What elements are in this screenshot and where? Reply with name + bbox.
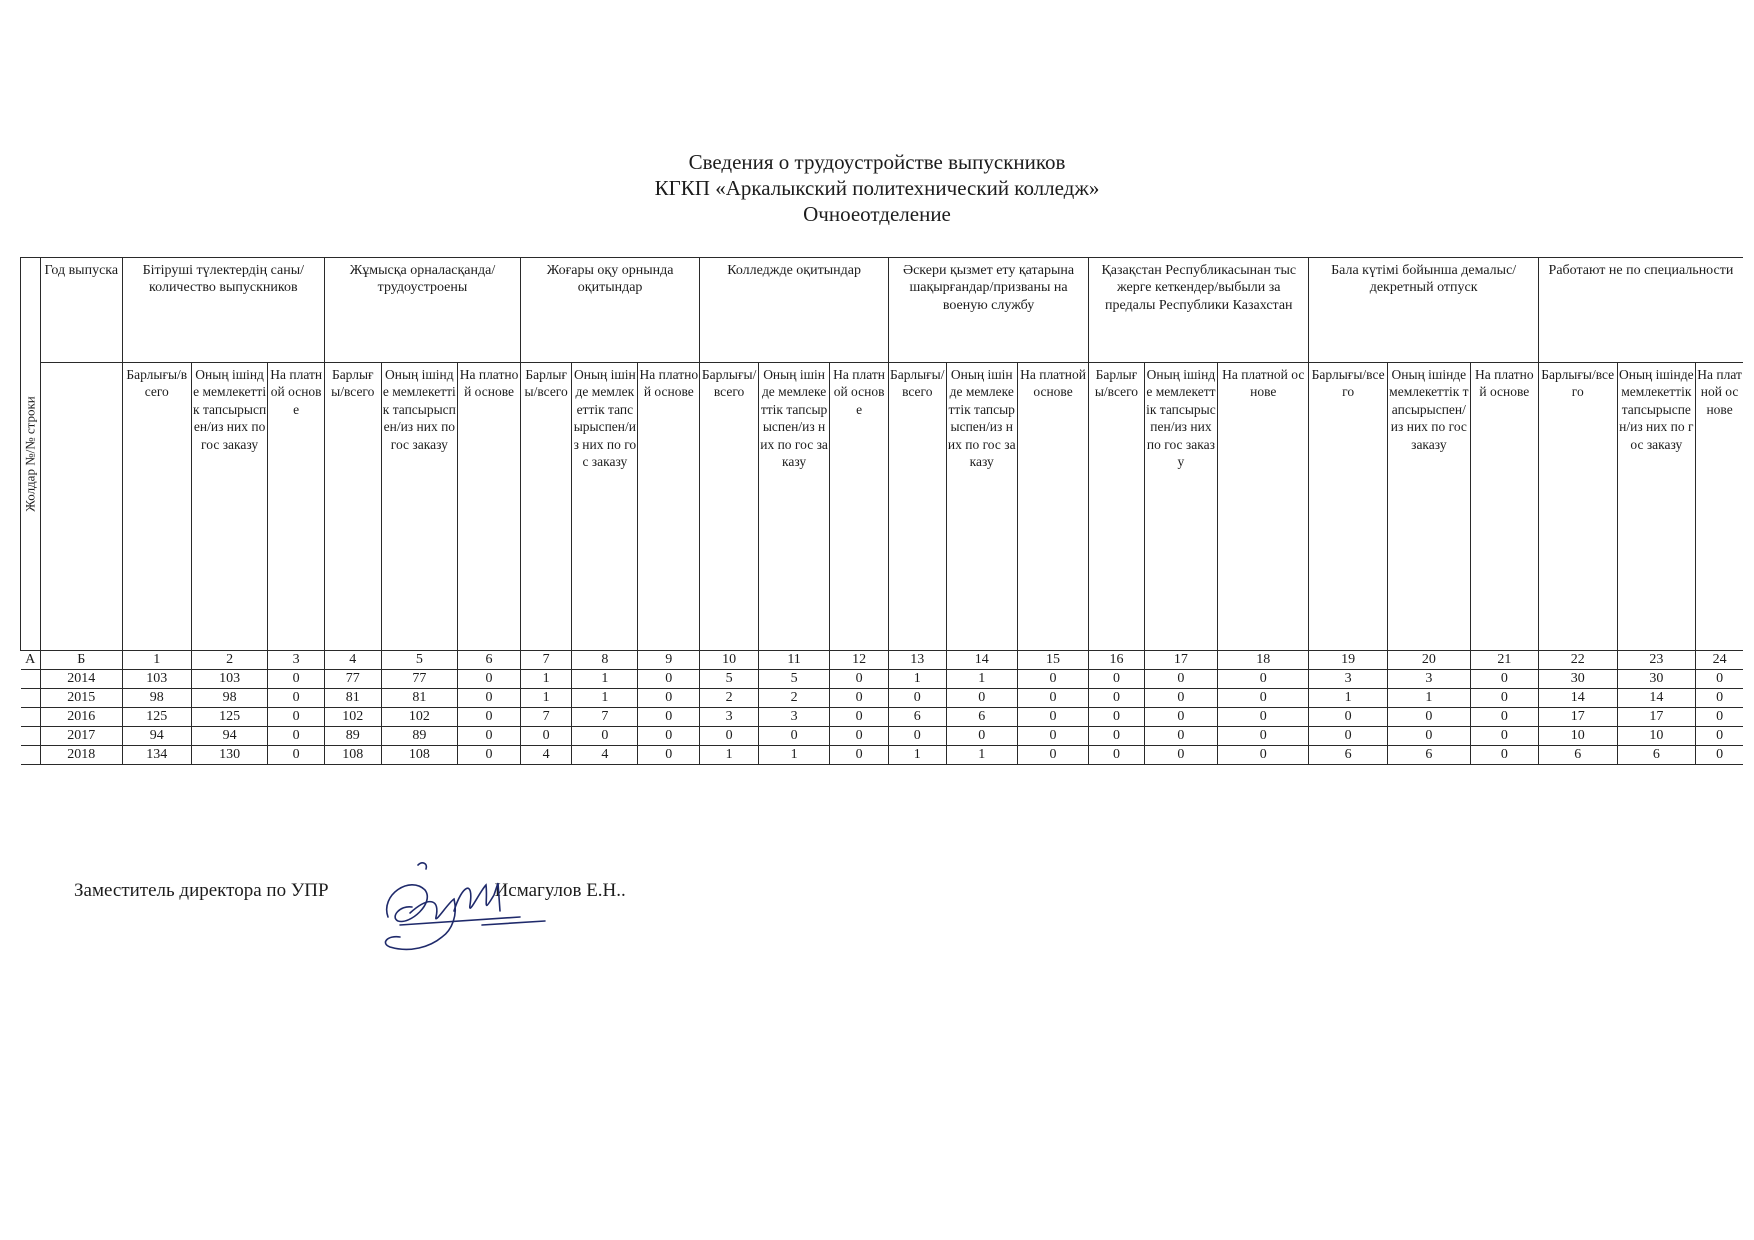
column-number-cell: А — [21, 651, 41, 670]
value-cell: 0 — [1218, 708, 1309, 727]
column-number-cell: 22 — [1538, 651, 1617, 670]
value-cell: 98 — [191, 689, 268, 708]
value-cell: 125 — [122, 708, 191, 727]
group-header: Жұмысқа орналасқанда/трудоустроены — [324, 258, 520, 363]
value-cell: 0 — [1144, 746, 1217, 765]
value-cell: 1 — [888, 670, 946, 689]
value-cell: 5 — [758, 670, 829, 689]
subheader-paid: На платной основе — [1696, 363, 1743, 651]
value-cell: 3 — [700, 708, 759, 727]
subheader-total: Барлығы/всего — [520, 363, 571, 651]
value-cell: 0 — [268, 689, 325, 708]
group-header: Колледжде оқитындар — [700, 258, 889, 363]
subheader-state-order: Оның ішінде мемлекеттік тапсырыспен/из них по гос заказу — [758, 363, 829, 651]
value-cell: 0 — [1218, 689, 1309, 708]
value-cell: 103 — [191, 670, 268, 689]
subheader-total: Барлығы/всего — [700, 363, 759, 651]
column-number-cell: 11 — [758, 651, 829, 670]
subheader-state-order: Оның ішінде мемлекеттік тапсырыспен/из них по гос заказу — [1144, 363, 1217, 651]
subheader-paid: На платной основе — [1017, 363, 1088, 651]
value-cell: 14 — [1617, 689, 1696, 708]
column-number-cell: 4 — [324, 651, 381, 670]
value-cell: 0 — [830, 746, 889, 765]
subheader-total: Барлығы/всего — [888, 363, 946, 651]
year-cell: 2018 — [40, 746, 122, 765]
subheader-paid: На платной основе — [830, 363, 889, 651]
value-cell: 0 — [888, 689, 946, 708]
value-cell: 0 — [830, 727, 889, 746]
subheader-state-order: Оның ішінде мемлекеттік тапсырыспен/из них по гос заказу — [191, 363, 268, 651]
value-cell: 130 — [191, 746, 268, 765]
value-cell: 0 — [1470, 670, 1538, 689]
value-cell: 6 — [946, 708, 1017, 727]
value-cell: 81 — [381, 689, 458, 708]
column-number-row — [21, 651, 1744, 670]
value-cell: 17 — [1617, 708, 1696, 727]
value-cell: 0 — [1387, 708, 1470, 727]
value-cell: 5 — [700, 670, 759, 689]
row-number-cell — [21, 689, 41, 708]
group-header: Бала күтімі бойынша демалыс/декретный отпуск — [1309, 258, 1539, 363]
row-number-cell — [21, 746, 41, 765]
value-cell: 0 — [1696, 689, 1743, 708]
value-cell: 1 — [946, 670, 1017, 689]
value-cell: 1 — [520, 689, 571, 708]
signatory-position: Заместитель директора по УПР — [74, 880, 329, 901]
column-number-cell: 18 — [1218, 651, 1309, 670]
value-cell: 14 — [1538, 689, 1617, 708]
subheader-total: Барлығы/всего — [1309, 363, 1388, 651]
value-cell: 4 — [520, 746, 571, 765]
subheader-state-order: Оның ішінде мемлекеттік тапсырыспен/из них по гос заказу — [946, 363, 1017, 651]
value-cell: 7 — [520, 708, 571, 727]
title-line-2: КГКП «Аркалыкский политехнический колледж» — [654, 176, 1100, 200]
value-cell: 1 — [1387, 689, 1470, 708]
value-cell: 1 — [946, 746, 1017, 765]
value-cell: 0 — [1089, 670, 1145, 689]
value-cell: 0 — [1696, 746, 1743, 765]
column-number-cell: Б — [40, 651, 122, 670]
value-cell: 1 — [572, 670, 638, 689]
value-cell: 94 — [191, 727, 268, 746]
value-cell: 94 — [122, 727, 191, 746]
year-cell: 2014 — [40, 670, 122, 689]
graduates-employment-table — [20, 257, 1743, 765]
value-cell: 0 — [572, 727, 638, 746]
value-cell: 3 — [1309, 670, 1388, 689]
value-cell: 0 — [638, 746, 700, 765]
subheader-paid: На платной основе — [1470, 363, 1538, 651]
year-cell: 2015 — [40, 689, 122, 708]
group-header: Қазақстан Республикасынан тыс жерге кеткендер/выбыли за предалы Республики Казахстан — [1089, 258, 1309, 363]
value-cell: 2 — [758, 689, 829, 708]
value-cell: 0 — [268, 670, 325, 689]
subheader-total: Барлығы/всего — [122, 363, 191, 651]
value-cell: 0 — [1696, 727, 1743, 746]
document-title — [0, 149, 1754, 227]
table-row — [21, 746, 1744, 765]
subheader-total: Барлығы/всего — [1538, 363, 1617, 651]
table-body — [21, 670, 1744, 765]
value-cell: 0 — [1470, 746, 1538, 765]
value-cell: 77 — [381, 670, 458, 689]
value-cell: 0 — [1387, 727, 1470, 746]
value-cell: 0 — [946, 727, 1017, 746]
value-cell: 108 — [324, 746, 381, 765]
column-number-cell: 6 — [458, 651, 521, 670]
value-cell: 102 — [324, 708, 381, 727]
column-number-cell: 13 — [888, 651, 946, 670]
value-cell: 89 — [324, 727, 381, 746]
value-cell: 0 — [1470, 708, 1538, 727]
value-cell: 0 — [946, 689, 1017, 708]
value-cell: 0 — [638, 708, 700, 727]
value-cell: 4 — [572, 746, 638, 765]
column-number-cell: 9 — [638, 651, 700, 670]
year-cell: 2017 — [40, 727, 122, 746]
value-cell: 0 — [1089, 746, 1145, 765]
subheader-row — [21, 363, 1744, 651]
value-cell: 1 — [572, 689, 638, 708]
value-cell: 10 — [1538, 727, 1617, 746]
value-cell: 0 — [1089, 708, 1145, 727]
value-cell: 0 — [888, 727, 946, 746]
subheader-state-order: Оның ішінде мемлекеттік тапсырыспен/из них по гос заказу — [1617, 363, 1696, 651]
value-cell: 0 — [458, 708, 521, 727]
value-cell: 0 — [1144, 727, 1217, 746]
value-cell: 0 — [1017, 727, 1088, 746]
value-cell: 102 — [381, 708, 458, 727]
value-cell: 0 — [1218, 746, 1309, 765]
value-cell: 134 — [122, 746, 191, 765]
value-cell: 0 — [700, 727, 759, 746]
value-cell: 0 — [1470, 689, 1538, 708]
value-cell: 1 — [758, 746, 829, 765]
column-number-cell: 23 — [1617, 651, 1696, 670]
table-row — [21, 689, 1744, 708]
value-cell: 1 — [700, 746, 759, 765]
title-line-3: Очноеотделение — [803, 202, 951, 226]
value-cell: 30 — [1538, 670, 1617, 689]
year-subheader-empty — [40, 363, 122, 651]
value-cell: 6 — [1309, 746, 1388, 765]
column-number-cell: 1 — [122, 651, 191, 670]
value-cell: 6 — [1538, 746, 1617, 765]
subheader-paid: На платной основе — [638, 363, 700, 651]
value-cell: 0 — [1017, 708, 1088, 727]
value-cell: 0 — [1017, 689, 1088, 708]
value-cell: 10 — [1617, 727, 1696, 746]
column-number-cell: 24 — [1696, 651, 1743, 670]
row-number-cell — [21, 727, 41, 746]
value-cell: 0 — [1017, 746, 1088, 765]
value-cell: 0 — [1017, 670, 1088, 689]
row-number-header: Жолдар №/№ строки — [21, 258, 41, 651]
value-cell: 0 — [1696, 708, 1743, 727]
group-header-row — [21, 258, 1744, 363]
value-cell: 0 — [458, 746, 521, 765]
value-cell: 0 — [1696, 670, 1743, 689]
value-cell: 0 — [1470, 727, 1538, 746]
column-number-cell: 19 — [1309, 651, 1388, 670]
value-cell: 3 — [1387, 670, 1470, 689]
value-cell: 0 — [458, 727, 521, 746]
table-row — [21, 670, 1744, 689]
subheader-paid: На платной основе — [268, 363, 325, 651]
column-number-cell: 7 — [520, 651, 571, 670]
group-header: Работают не по специальности — [1538, 258, 1743, 363]
column-number-cell: 2 — [191, 651, 268, 670]
group-header: Бітіруші түлектердің саны/количество выпускников — [122, 258, 324, 363]
subheader-state-order: Оның ішінде мемлекеттік тапсырыспен/из них по гос заказу — [1387, 363, 1470, 651]
value-cell: 0 — [830, 689, 889, 708]
column-number-cell: 14 — [946, 651, 1017, 670]
value-cell: 0 — [1309, 708, 1388, 727]
value-cell: 1 — [520, 670, 571, 689]
year-cell: 2016 — [40, 708, 122, 727]
value-cell: 0 — [638, 727, 700, 746]
value-cell: 0 — [458, 670, 521, 689]
column-number-cell: 10 — [700, 651, 759, 670]
row-number-cell — [21, 708, 41, 727]
column-number-cell: 16 — [1089, 651, 1145, 670]
value-cell: 0 — [830, 708, 889, 727]
value-cell: 7 — [572, 708, 638, 727]
column-number-cell: 17 — [1144, 651, 1217, 670]
value-cell: 0 — [268, 708, 325, 727]
value-cell: 1 — [888, 746, 946, 765]
value-cell: 0 — [1144, 670, 1217, 689]
value-cell: 0 — [268, 727, 325, 746]
value-cell: 0 — [458, 689, 521, 708]
value-cell: 30 — [1617, 670, 1696, 689]
value-cell: 0 — [1089, 689, 1145, 708]
value-cell: 6 — [1617, 746, 1696, 765]
table-row — [21, 708, 1744, 727]
value-cell: 0 — [268, 746, 325, 765]
value-cell: 0 — [1218, 727, 1309, 746]
value-cell: 0 — [1218, 670, 1309, 689]
column-number-cell: 20 — [1387, 651, 1470, 670]
value-cell: 6 — [1387, 746, 1470, 765]
year-header: Год выпуска — [40, 258, 122, 363]
value-cell: 1 — [1309, 689, 1388, 708]
handwritten-signature — [370, 855, 550, 965]
value-cell: 0 — [638, 670, 700, 689]
subheader-paid: На платной основе — [458, 363, 521, 651]
subheader-total: Барлығы/всего — [1089, 363, 1145, 651]
signatory-name: Исмагулов Е.Н.. — [494, 880, 626, 901]
subheader-state-order: Оның ішінде мемлекеттік тапсырыспен/из них по гос заказу — [381, 363, 458, 651]
group-header: Әскери қызмет ету қатарына шақырғандар/призваны на военую службу — [888, 258, 1088, 363]
value-cell: 0 — [1144, 689, 1217, 708]
value-cell: 17 — [1538, 708, 1617, 727]
column-number-cell: 21 — [1470, 651, 1538, 670]
value-cell: 108 — [381, 746, 458, 765]
group-header: Жоғары оқу орнында оқитындар — [520, 258, 699, 363]
column-number-cell: 8 — [572, 651, 638, 670]
table-row — [21, 727, 1744, 746]
column-number-cell: 15 — [1017, 651, 1088, 670]
value-cell: 3 — [758, 708, 829, 727]
subheader-total: Барлығы/всего — [324, 363, 381, 651]
value-cell: 103 — [122, 670, 191, 689]
value-cell: 0 — [638, 689, 700, 708]
value-cell: 77 — [324, 670, 381, 689]
title-line-1: Сведения о трудоустройстве выпускников — [688, 150, 1066, 174]
value-cell: 2 — [700, 689, 759, 708]
subheader-paid: На платной основе — [1218, 363, 1309, 651]
value-cell: 0 — [830, 670, 889, 689]
value-cell: 81 — [324, 689, 381, 708]
subheader-state-order: Оның ішінде мемлекеттік тапсырыспен/из них по гос заказу — [572, 363, 638, 651]
value-cell: 89 — [381, 727, 458, 746]
value-cell: 0 — [1309, 727, 1388, 746]
value-cell: 0 — [758, 727, 829, 746]
value-cell: 0 — [520, 727, 571, 746]
value-cell: 6 — [888, 708, 946, 727]
column-number-cell: 3 — [268, 651, 325, 670]
value-cell: 125 — [191, 708, 268, 727]
row-number-cell — [21, 670, 41, 689]
value-cell: 98 — [122, 689, 191, 708]
value-cell: 0 — [1144, 708, 1217, 727]
column-number-cell: 5 — [381, 651, 458, 670]
column-number-cell: 12 — [830, 651, 889, 670]
value-cell: 0 — [1089, 727, 1145, 746]
